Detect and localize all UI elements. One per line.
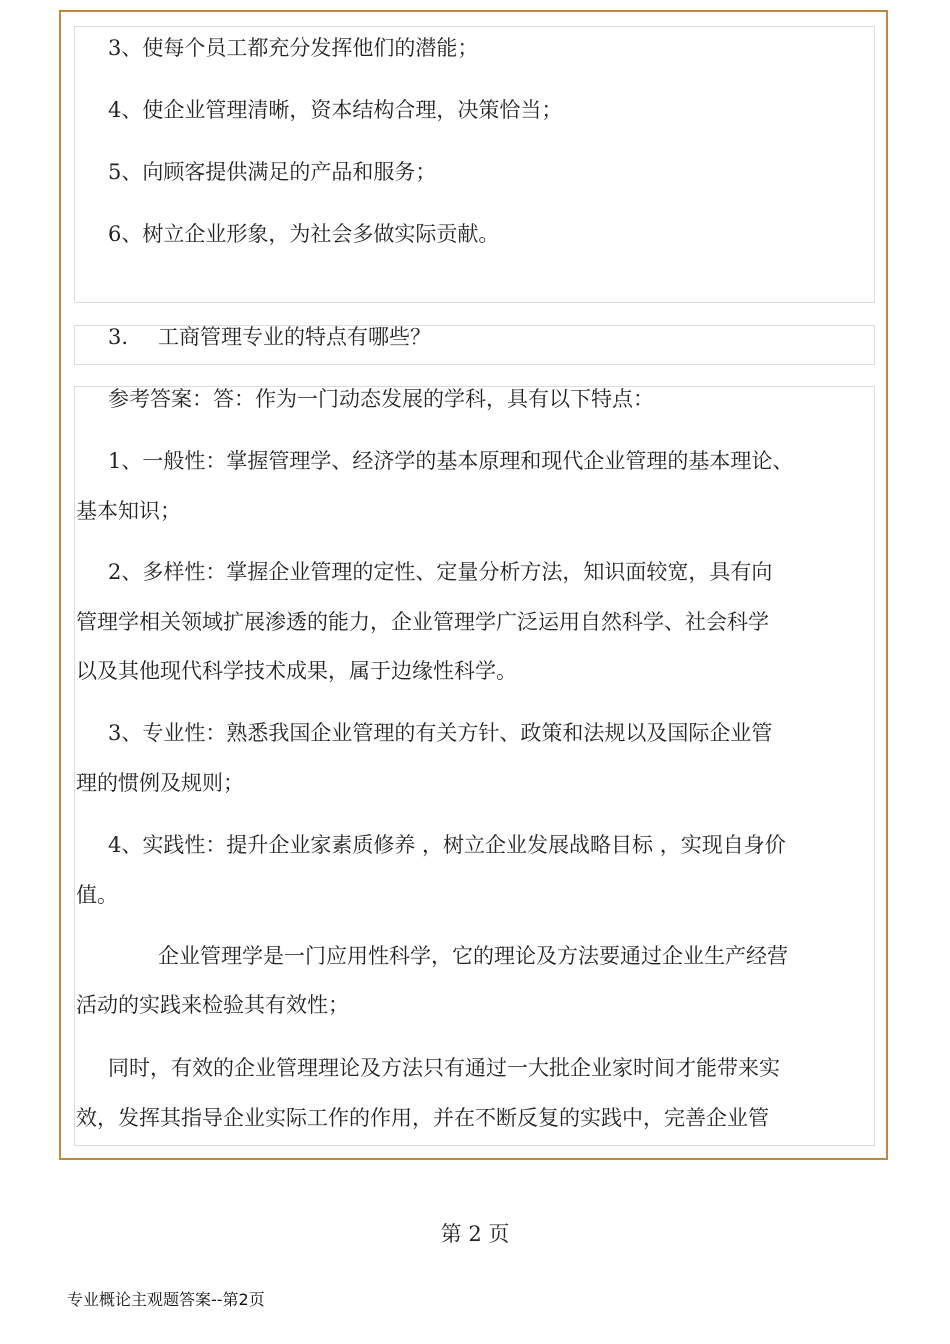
question-number: 3. xyxy=(108,325,129,349)
answer-line: 活动的实践来检验其有效性； xyxy=(76,993,349,1017)
answer-line: 效，发挥其指导企业实际工作的作用，并在不断反复的实践中，完善企业管 xyxy=(76,1106,769,1130)
answer-line: 2、多样性：掌握企业管理的定性、定量分析方法，知识面较宽，具有向 xyxy=(108,560,773,584)
page-number: 第 2 页 xyxy=(440,1222,510,1246)
answer-item: 4、使企业管理清晰，资本结构合理，决策恰当； xyxy=(108,98,563,122)
answer-line: 基本知识； xyxy=(76,499,181,523)
question-text: 工商管理专业的特点有哪些？ xyxy=(158,325,431,349)
answer-item: 3、使每个员工都充分发挥他们的潜能； xyxy=(108,36,479,60)
answer-line: 理的惯例及规则； xyxy=(76,771,244,795)
answer-line: 管理学相关领域扩展渗透的能力，企业管理学广泛运用自然科学、社会科学 xyxy=(76,610,769,634)
answer-line: 企业管理学是一门应用性科学，它的理论及方法要通过企业生产经营 xyxy=(158,944,788,968)
answer-box xyxy=(74,386,875,1146)
answer-line: 参考答案：答：作为一门动态发展的学科，具有以下特点： xyxy=(108,387,654,411)
answer-item: 6、树立企业形象，为社会多做实际贡献。 xyxy=(108,222,500,246)
answer-line: 3、专业性：熟悉我国企业管理的有关方针、政策和法规以及国际企业管 xyxy=(108,721,773,745)
answer-line: 以及其他现代科学技术成果，属于边缘性科学。 xyxy=(76,659,517,683)
answer-line: 4、实践性：提升企业家素质修养 ，树立企业发展战略目标 ，实现自身价 xyxy=(108,833,786,857)
answer-line: 值。 xyxy=(76,883,118,907)
answer-line: 1、一般性：掌握管理学、经济学的基本原理和现代企业管理的基本理论、 xyxy=(108,449,794,473)
document-footer: 专业概论主观题答案--第2页 xyxy=(67,1290,265,1309)
answer-item: 5、向顾客提供满足的产品和服务； xyxy=(108,160,437,184)
answer-line: 同时，有效的企业管理理论及方法只有通过一大批企业家时间才能带来实 xyxy=(108,1056,780,1080)
